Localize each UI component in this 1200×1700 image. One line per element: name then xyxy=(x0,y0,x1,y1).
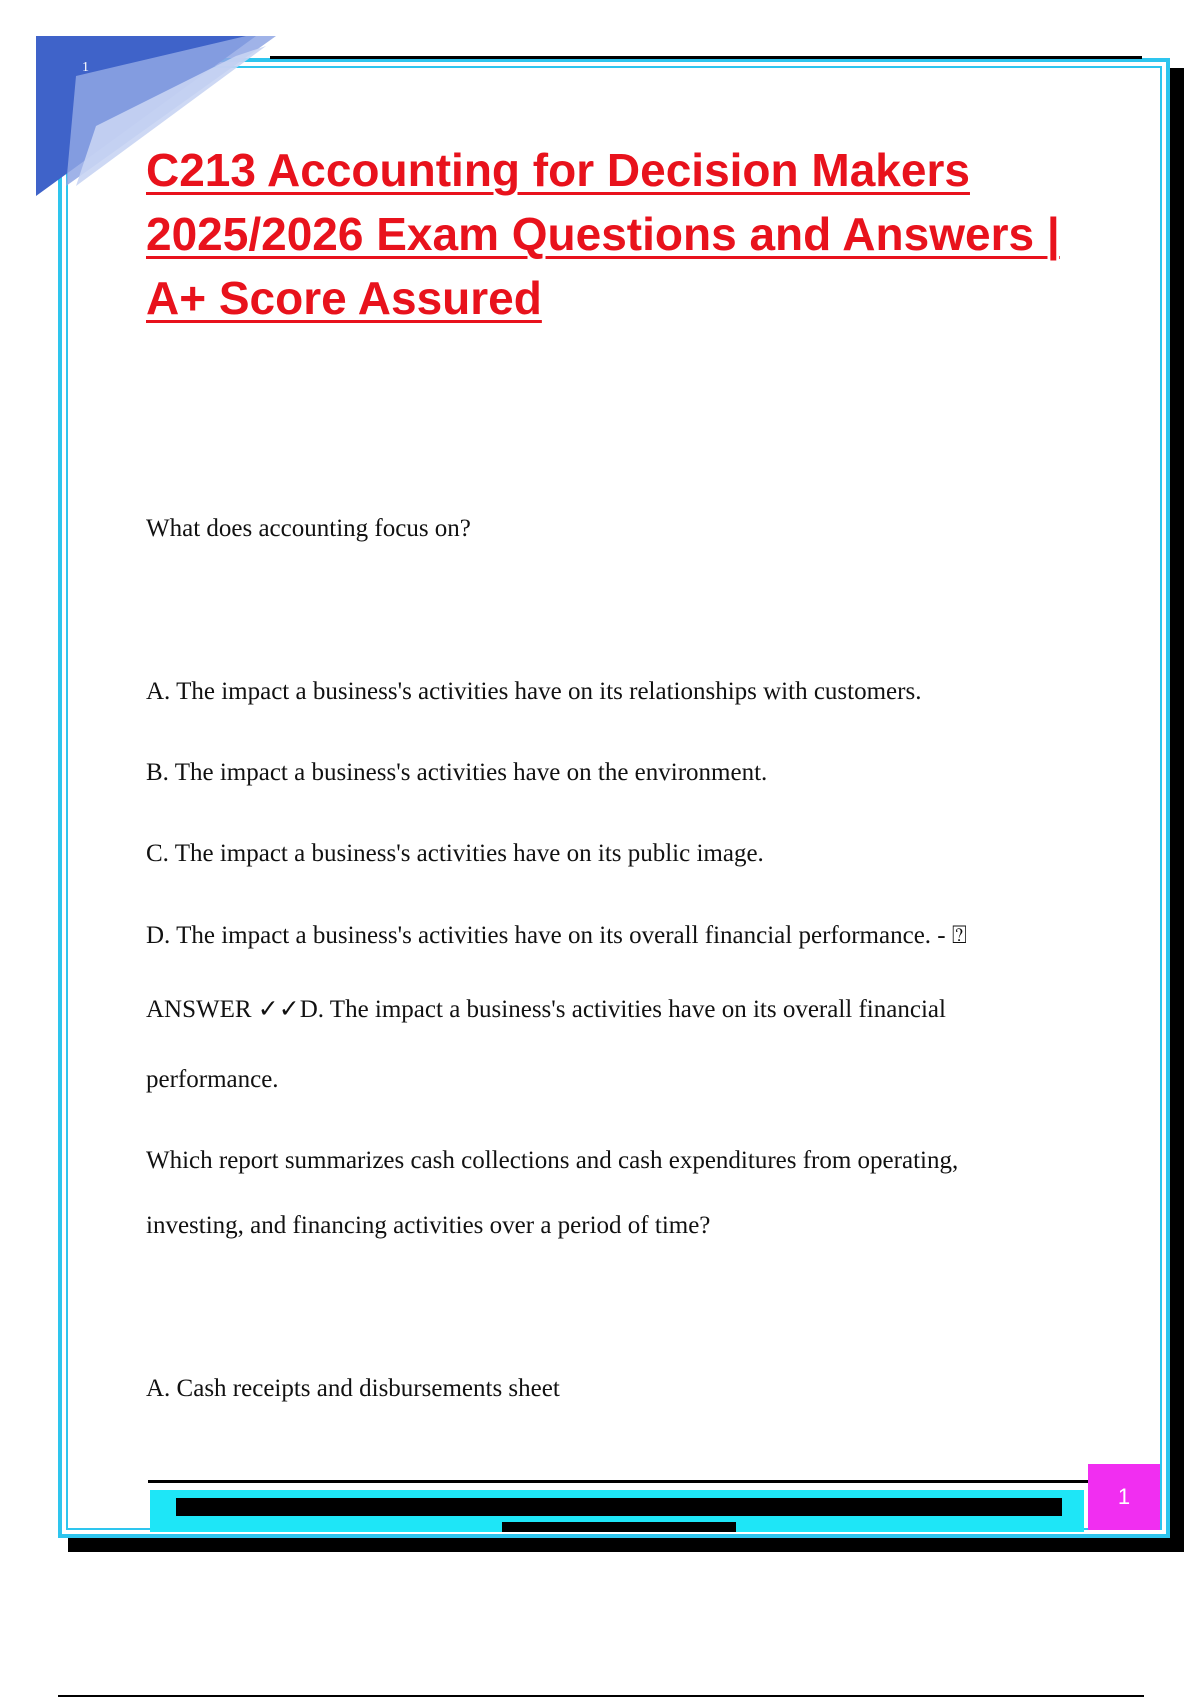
question-2: Which report summarizes cash collections and cash expenditures from operating, xyxy=(146,1147,959,1174)
footer-bar-small xyxy=(502,1522,736,1532)
footer-rule xyxy=(148,1480,1088,1483)
document-title: C213 Accounting for Decision Makers 2025/2026 Exam Questions and Answers | A+ Score Assured xyxy=(146,144,1060,324)
question-1-answer: ANSWER ✓✓D. The impact a business's activities have on its overall financial xyxy=(146,996,946,1023)
corner-page-number: 1 xyxy=(82,60,89,75)
question-1-option-b: B. The impact a business's activities have on the environment. xyxy=(146,759,768,786)
question-1: What does accounting focus on? xyxy=(146,515,471,542)
question-1-answer-continued: performance. xyxy=(146,1066,279,1093)
question-1-option-c: C. The impact a business's activities have on its public image. xyxy=(146,840,764,867)
question-1-option-a: A. The impact a business's activities have on its relationships with customers. xyxy=(146,678,922,705)
page-number-badge: 1 xyxy=(1088,1464,1160,1530)
question-2-continued: investing, and financing activities over a period of time? xyxy=(146,1212,711,1239)
question-1-option-d: D. The impact a business's activities have on its overall financial performance. - ⍰ xyxy=(146,922,967,949)
bottom-rule xyxy=(58,1695,1144,1697)
footer-bar xyxy=(176,1498,1062,1516)
header-rule xyxy=(270,56,1142,59)
question-2-option-a: A. Cash receipts and disbursements sheet xyxy=(146,1375,560,1402)
